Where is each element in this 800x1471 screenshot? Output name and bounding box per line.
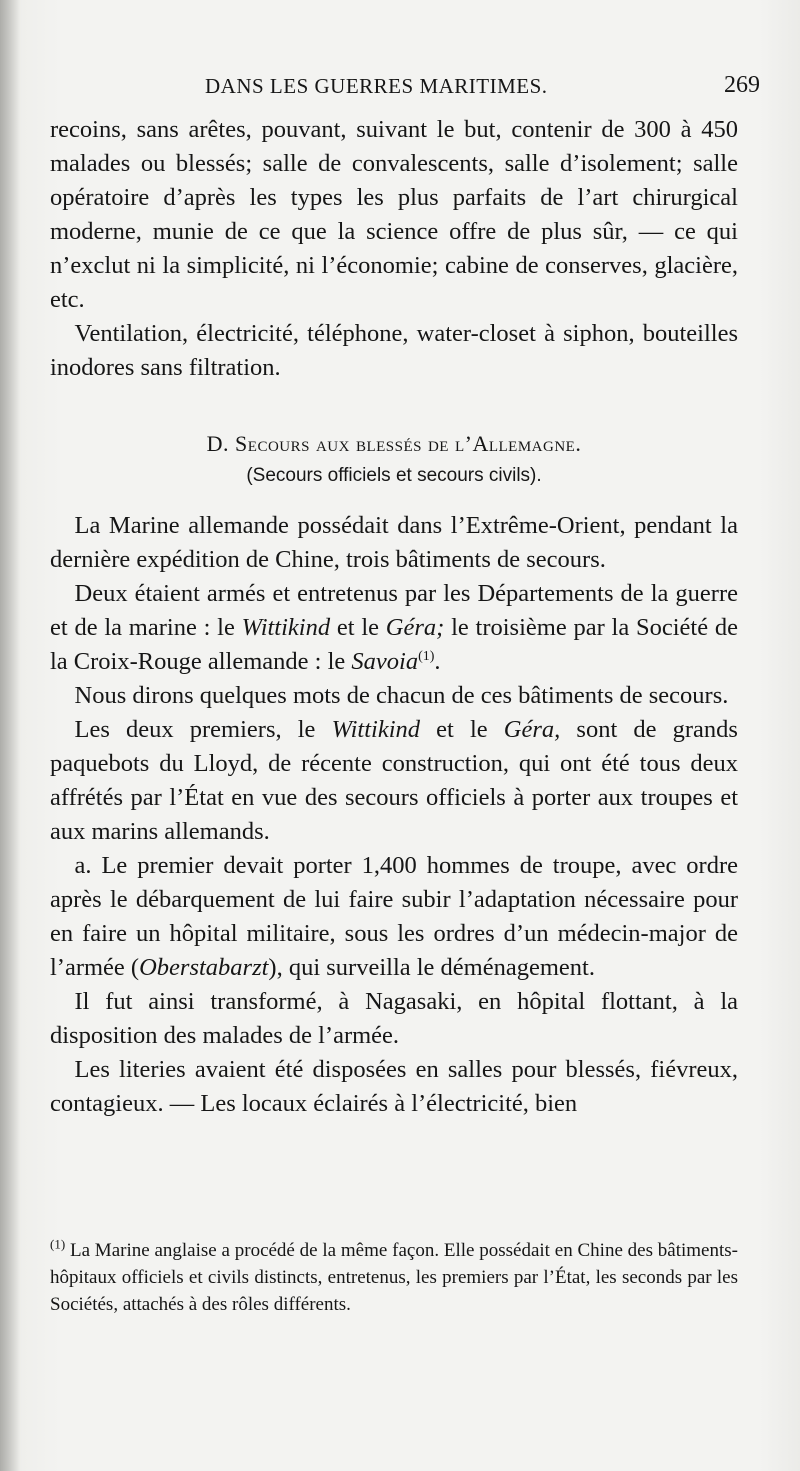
body-text <box>50 113 738 1121</box>
footnote-1 <box>50 1237 738 1318</box>
text-run: le troisième par la Société de la Croix-Rouge allemande : le <box>50 614 738 675</box>
ship-name: Géra, <box>503 716 561 743</box>
text-run: Les deux premiers, le <box>74 716 332 743</box>
paragraph-nous-dirons: Nous dirons quelques mots de chacun de ces bâtiments de secours. <box>74 682 729 709</box>
footnotes <box>50 1237 738 1318</box>
page-number: 269 <box>724 72 760 98</box>
text-run: Deux étaient armés et entretenus par les Départements de la guerre et de la marine : le <box>50 580 738 641</box>
paragraph-deux-premiers <box>50 713 738 849</box>
german-term: Oberstabarzt <box>139 954 269 981</box>
footnote-mark: (1) <box>50 1236 66 1252</box>
paragraph-nagasaki: Il fut ainsi transformé, à Nagasaki, en hôpital flottant, à la disposition des malades de l’armée. <box>50 988 738 1049</box>
ship-name: Savoia <box>351 648 419 675</box>
paragraph-a-premier <box>50 849 738 985</box>
paragraph-literies: Les literies avaient été disposées en salles pour blessés, fiévreux, contagieux. — Les locaux éclairés à l’électricité, bien <box>50 1056 738 1117</box>
ship-name: Wittikind <box>331 716 421 743</box>
footnote-reference: (1) <box>418 648 435 664</box>
footnote-text: La Marine anglaise a procédé de la même façon. Elle possédait en Chine des bâtiments-hôpitaux officiels et civils distincts, entretenus, les premiers par l’État, les seconds par les Sociétés, attachés à des rôles différents. <box>50 1240 738 1315</box>
text-run: sont de grands paquebots du Lloyd, de récente construction, qui ont été tous deux affrétés par l’État en vue des secours officiels à porter aux troupes et aux marins allemands. <box>50 716 738 845</box>
text-run: et le <box>330 614 386 641</box>
paragraph-ventilation: Ventilation, électricité, téléphone, water-closet à siphon, bouteilles inodores sans filtration. <box>50 320 738 381</box>
ship-name: Géra; <box>385 614 445 641</box>
section-title: Secours aux blessés de l’Allemagne. <box>235 431 582 456</box>
paragraph-deux-etaient <box>50 577 738 679</box>
paragraph-marine-allemande: La Marine allemande possédait dans l’Extrême-Orient, pendant la dernière expédition de Chine, trois bâtiments de secours. <box>50 512 738 573</box>
paragraph-recoins: recoins, sans arêtes, pouvant, suivant le but, contenir de 300 à 450 malades ou blessés; salle de convalescents, salle d’isolement; salle opératoire d’après les types les plus parfaits de l’art chirurgical moderne, munie de ce que la science offre de plus sûr, — ce qui n’exclut ni la simplicité, ni l’économie; cabine de conserves, glacière, etc. <box>50 116 738 313</box>
text-run: ), qui surveilla le déménagement. <box>268 954 595 981</box>
running-title: DANS LES GUERRES MARITIMES. <box>205 74 548 98</box>
text-run: et le <box>420 716 504 743</box>
text-run: . <box>434 648 441 675</box>
binding-shadow <box>0 0 20 1471</box>
section-subtitle: (Secours officiels et secours civils). <box>246 465 542 486</box>
text-run: a. Le premier devait porter 1,400 hommes de troupe, avec ordre après le débarquement de lui faire subir l’adaptation nécessaire pour en faire un hôpital militaire, sous les ordres d’un médecin-major de l’armée ( <box>50 852 738 981</box>
section-heading <box>50 429 738 459</box>
page-header <box>0 70 800 110</box>
section-letter: D. <box>206 431 230 456</box>
ship-name: Wittikind <box>241 614 331 641</box>
